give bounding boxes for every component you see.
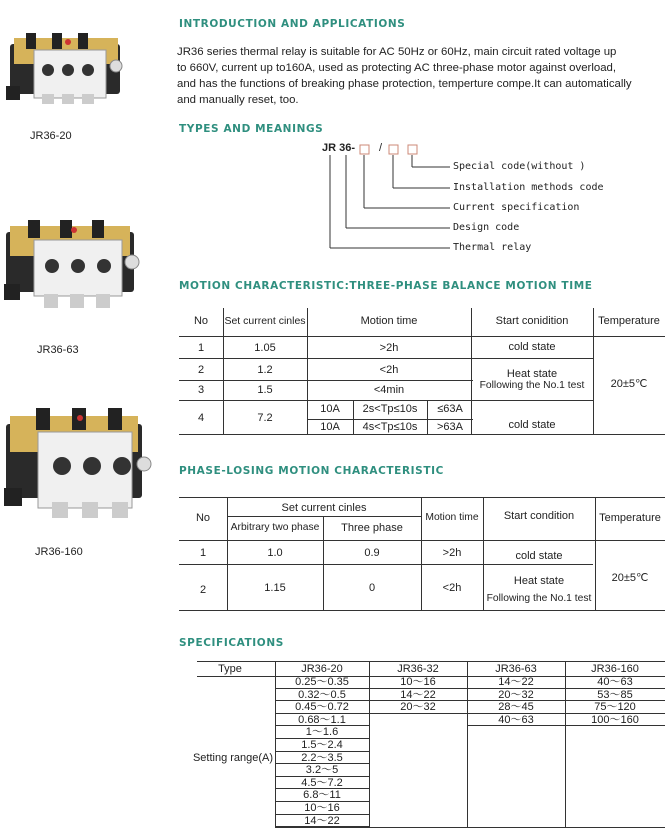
spec-range-cell: 14～22: [467, 676, 565, 689]
motion-table: [179, 306, 665, 436]
spec-model-jr36-63: JR36-63: [495, 663, 537, 675]
spec-range-cell: 3.2～5: [275, 764, 369, 777]
table-cell: 4: [197, 412, 205, 424]
motion-header-start: Start conidition: [495, 315, 569, 327]
table-cell: 1.05: [254, 342, 276, 354]
intro-line: and manually reset, too.: [177, 94, 299, 106]
type-code-prefix: JR 36-: [322, 142, 356, 154]
type-label-design-code: Design code: [453, 222, 520, 233]
table-cell: 0.9: [364, 547, 380, 559]
table-cell: 2: [199, 584, 207, 596]
table-cell: Heat state: [513, 575, 565, 587]
table-cell: Following the No.1 test: [479, 380, 585, 391]
table-cell: cold state: [515, 550, 563, 562]
table-cell: >2h: [379, 342, 399, 354]
type-label-installation: Installation methods code: [453, 182, 604, 193]
table-cell: 20±5℃: [610, 378, 648, 390]
table-cell: >63A: [437, 421, 463, 433]
type-label-thermal-relay: Thermal relay: [453, 242, 532, 253]
spec-range-cell: 0.68～1.1: [275, 714, 369, 727]
table-cell: <2h: [442, 582, 462, 594]
table-cell: cold state: [508, 341, 556, 353]
spec-range-cell: 75～120: [565, 701, 665, 714]
spec-range-cell: 4.5～7.2: [275, 777, 369, 790]
intro-line: JR36 series thermal relay is suitable for AC 50Hz or 60Hz, main circuit rated voltage up: [177, 46, 617, 58]
phase-header-start: Start condition: [503, 510, 575, 522]
type-label-current-spec: Current specification: [453, 202, 580, 213]
spec-range-cell: 2.2～3.5: [275, 752, 369, 765]
type-code-slash: /: [379, 142, 383, 154]
table-cell: 1: [199, 547, 207, 559]
table-cell: cold state: [508, 419, 556, 431]
spec-range-cell: 40～63: [565, 676, 665, 689]
table-cell: <2h: [379, 364, 399, 376]
spec-range-cell: 0.45～0.72: [275, 701, 369, 714]
table-cell: Heat state: [506, 368, 558, 380]
table-cell: 1.2: [257, 364, 273, 376]
spec-range-cell: 20～32: [467, 689, 565, 702]
spec-range-cell: 14～22: [275, 815, 369, 828]
table-cell: >2h: [442, 547, 462, 559]
table-cell: 2: [197, 364, 205, 376]
table-cell: 2s<Tp≤10s: [362, 403, 418, 415]
table-cell: 7.2: [257, 412, 273, 424]
product-caption: JR36-63: [37, 344, 79, 356]
table-cell: 1.5: [257, 384, 273, 396]
spec-range-cell: 1～1.6: [275, 726, 369, 739]
table-cell: 20±5℃: [611, 572, 649, 584]
table-cell: 0: [368, 582, 376, 594]
phase-losing-table: [179, 494, 665, 612]
product-caption: JR36-20: [30, 130, 72, 142]
table-cell: Following the No.1 test: [486, 593, 592, 604]
section-heading-motion: MOTION CHARACTERISTIC:THREE-PHASE BALANCE MOTION TIME: [179, 280, 593, 292]
table-cell: 1.15: [264, 582, 286, 594]
spec-range-cell: 28～45: [467, 701, 565, 714]
motion-header-current: Set current cinles: [224, 315, 306, 327]
product-image-jr36-160: [4, 404, 152, 522]
table-cell: 1: [197, 342, 205, 354]
intro-paragraph: [177, 44, 655, 108]
spec-row-label: Setting range(A): [192, 752, 274, 764]
spec-range-cell: 0.25～0.35: [275, 676, 369, 689]
phase-header-set-current: Set current cinles: [281, 502, 367, 514]
spec-range-cell: 1.5～2.4: [275, 739, 369, 752]
phase-header-three: Three phase: [341, 522, 403, 534]
spec-range-cell: 14～22: [369, 689, 467, 702]
spec-type-label: Type: [218, 663, 242, 675]
product-image-jr36-63: [4, 218, 146, 310]
table-cell: 10A: [320, 421, 340, 433]
specifications-table: [179, 660, 665, 830]
phase-header-time: Motion time: [425, 512, 479, 523]
phase-header-no: No: [195, 512, 211, 524]
spec-range-cell: 20～32: [369, 701, 467, 714]
spec-range-cell: 6.8～11: [275, 789, 369, 802]
phase-header-temp: Temperature: [599, 512, 661, 524]
section-heading-types: TYPES AND MEANINGS: [179, 123, 324, 135]
intro-line: and has the functions of breaking phase protection, temperture compe.It can automatically: [177, 78, 632, 90]
motion-header-temp: Temperature: [598, 315, 660, 327]
table-cell: 4s<Tp≤10s: [362, 421, 418, 433]
product-image-jr36-20: [6, 30, 130, 108]
spec-range-cell: 53～85: [565, 689, 665, 702]
table-cell: <4min: [373, 384, 405, 396]
spec-range-cell: 10～16: [275, 802, 369, 815]
type-code-diagram: [318, 140, 628, 260]
type-label-special-code: Special code(without ): [453, 161, 586, 172]
phase-header-arbitrary: Arbitrary two phase: [230, 522, 320, 533]
spec-range-cell: 0.32～0.5: [275, 689, 369, 702]
spec-model-jr36-160: JR36-160: [591, 663, 639, 675]
motion-header-time: Motion time: [360, 315, 418, 327]
motion-header-no: No: [193, 315, 209, 327]
table-cell: 3: [197, 384, 205, 396]
spec-model-jr36-20: JR36-20: [301, 663, 343, 675]
table-cell: 1.0: [267, 547, 283, 559]
section-heading-introduction: INTRODUCTION AND APPLICATIONS: [179, 18, 406, 30]
spec-range-cell: 10～16: [369, 676, 467, 689]
spec-model-jr36-32: JR36-32: [397, 663, 439, 675]
section-heading-phase-losing: PHASE-LOSING MOTION CHARACTERISTIC: [179, 465, 444, 477]
intro-line: to 660V, current up to160A, used as protecting AC three-phase motor against overload,: [177, 62, 617, 74]
section-heading-specifications: SPECIFICATIONS: [179, 637, 284, 649]
spec-range-cell: 100～160: [565, 714, 665, 727]
table-cell: ≤63A: [437, 403, 463, 415]
spec-range-cell: 40～63: [467, 714, 565, 727]
product-caption: JR36-160: [35, 546, 83, 558]
table-cell: 10A: [320, 403, 340, 415]
